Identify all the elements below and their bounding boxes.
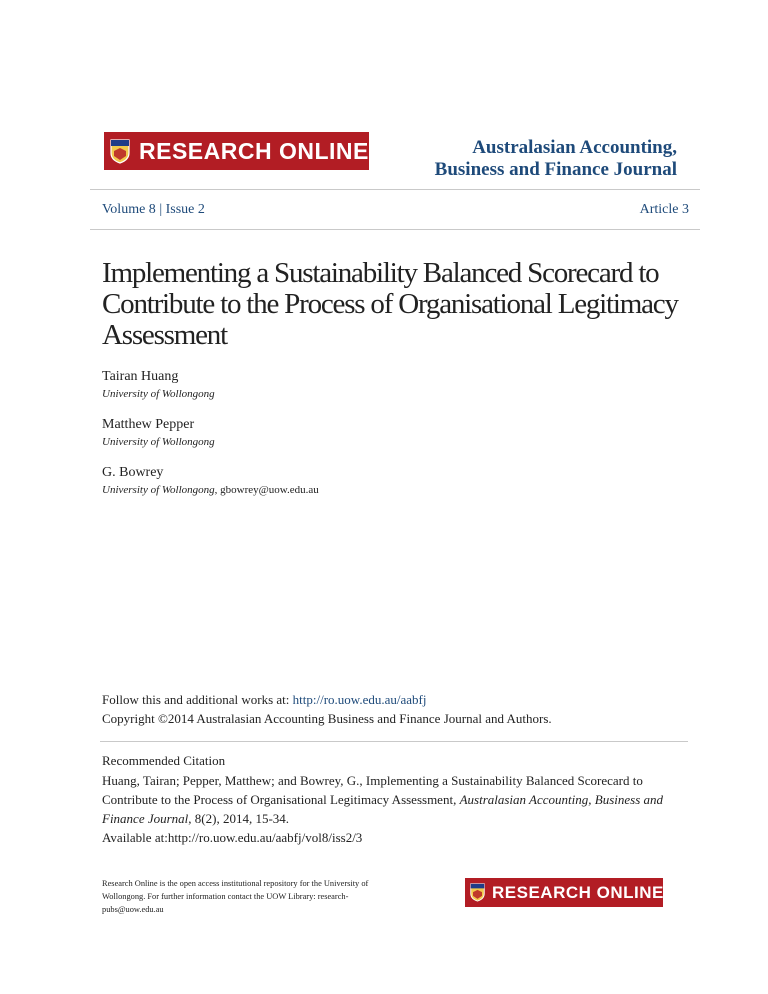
university-crest-icon xyxy=(110,139,130,164)
article-link[interactable]: Article 3 xyxy=(639,202,689,217)
author-email[interactable]: , gbowrey@uow.edu.au xyxy=(214,484,319,496)
journal-name-line-1: Australasian Accounting, xyxy=(472,137,677,158)
university-crest-icon xyxy=(470,883,485,902)
author-block xyxy=(102,368,502,402)
repository-note: Research Online is the open access institutional repository for the University of Wollongong. For further information contact the UOW Library: research-pubs@uow.edu.au xyxy=(102,879,369,914)
issue-info-row xyxy=(102,202,689,218)
journal-name-line-2: Business and Finance Journal xyxy=(434,159,677,180)
header-divider xyxy=(90,189,700,190)
research-online-logo-footer[interactable] xyxy=(465,878,663,907)
follow-line: Follow this and additional works at: http://ro.uow.edu.au/aabfj xyxy=(102,692,427,707)
author-affiliation: University of Wollongong, gbowrey@uow.edu.au xyxy=(102,484,319,496)
repository-link[interactable]: http://ro.uow.edu.au/aabfj xyxy=(292,692,427,707)
volume-link[interactable]: Volume 8 xyxy=(102,202,156,217)
author-block xyxy=(102,464,502,498)
author-name: G. Bowrey xyxy=(102,465,164,480)
paper-title: Implementing a Sustainability Balanced Scorecard to Contribute to the Process of Organisational Legitimacy Assessment xyxy=(102,257,678,351)
author-name: Matthew Pepper xyxy=(102,417,195,432)
citation-journal: Australasian Accounting, Business and Finance Journal xyxy=(102,792,664,826)
logo-text: RESEARCH ONLINE xyxy=(492,882,664,902)
journal-name[interactable] xyxy=(435,137,677,181)
volume-issue xyxy=(102,202,205,218)
recommended-citation xyxy=(102,751,692,847)
author-name: Tairan Huang xyxy=(102,369,179,384)
logo-text: RESEARCH ONLINE xyxy=(139,137,369,164)
citation-text: Huang, Tairan; Pepper, Matthew; and Bowrey, G., Implementing a Sustainability Balanced Scorecard to Contribute to the Process of Organisational Legitimacy Assessment, Australasian Accounting, Business and Finance Journal, 8(2), 2014, 15-34. xyxy=(102,773,664,826)
copyright-line: Copyright ©2014 Australasian Accounting Business and Finance Journal and Authors. xyxy=(102,711,552,726)
author-block xyxy=(102,416,502,450)
follow-section xyxy=(102,690,702,728)
author-affiliation: University of Wollongong xyxy=(102,388,215,400)
citation-available[interactable]: Available at:http://ro.uow.edu.au/aabfj/vol8/iss2/3 xyxy=(102,830,363,845)
author-affiliation: University of Wollongong xyxy=(102,436,215,448)
issue-link[interactable]: Issue 2 xyxy=(165,202,205,217)
volume-separator: | xyxy=(159,202,163,217)
research-online-logo[interactable] xyxy=(104,132,369,170)
issue-divider xyxy=(90,229,700,230)
citation-divider xyxy=(100,741,688,742)
citation-heading: Recommended Citation xyxy=(102,753,226,768)
